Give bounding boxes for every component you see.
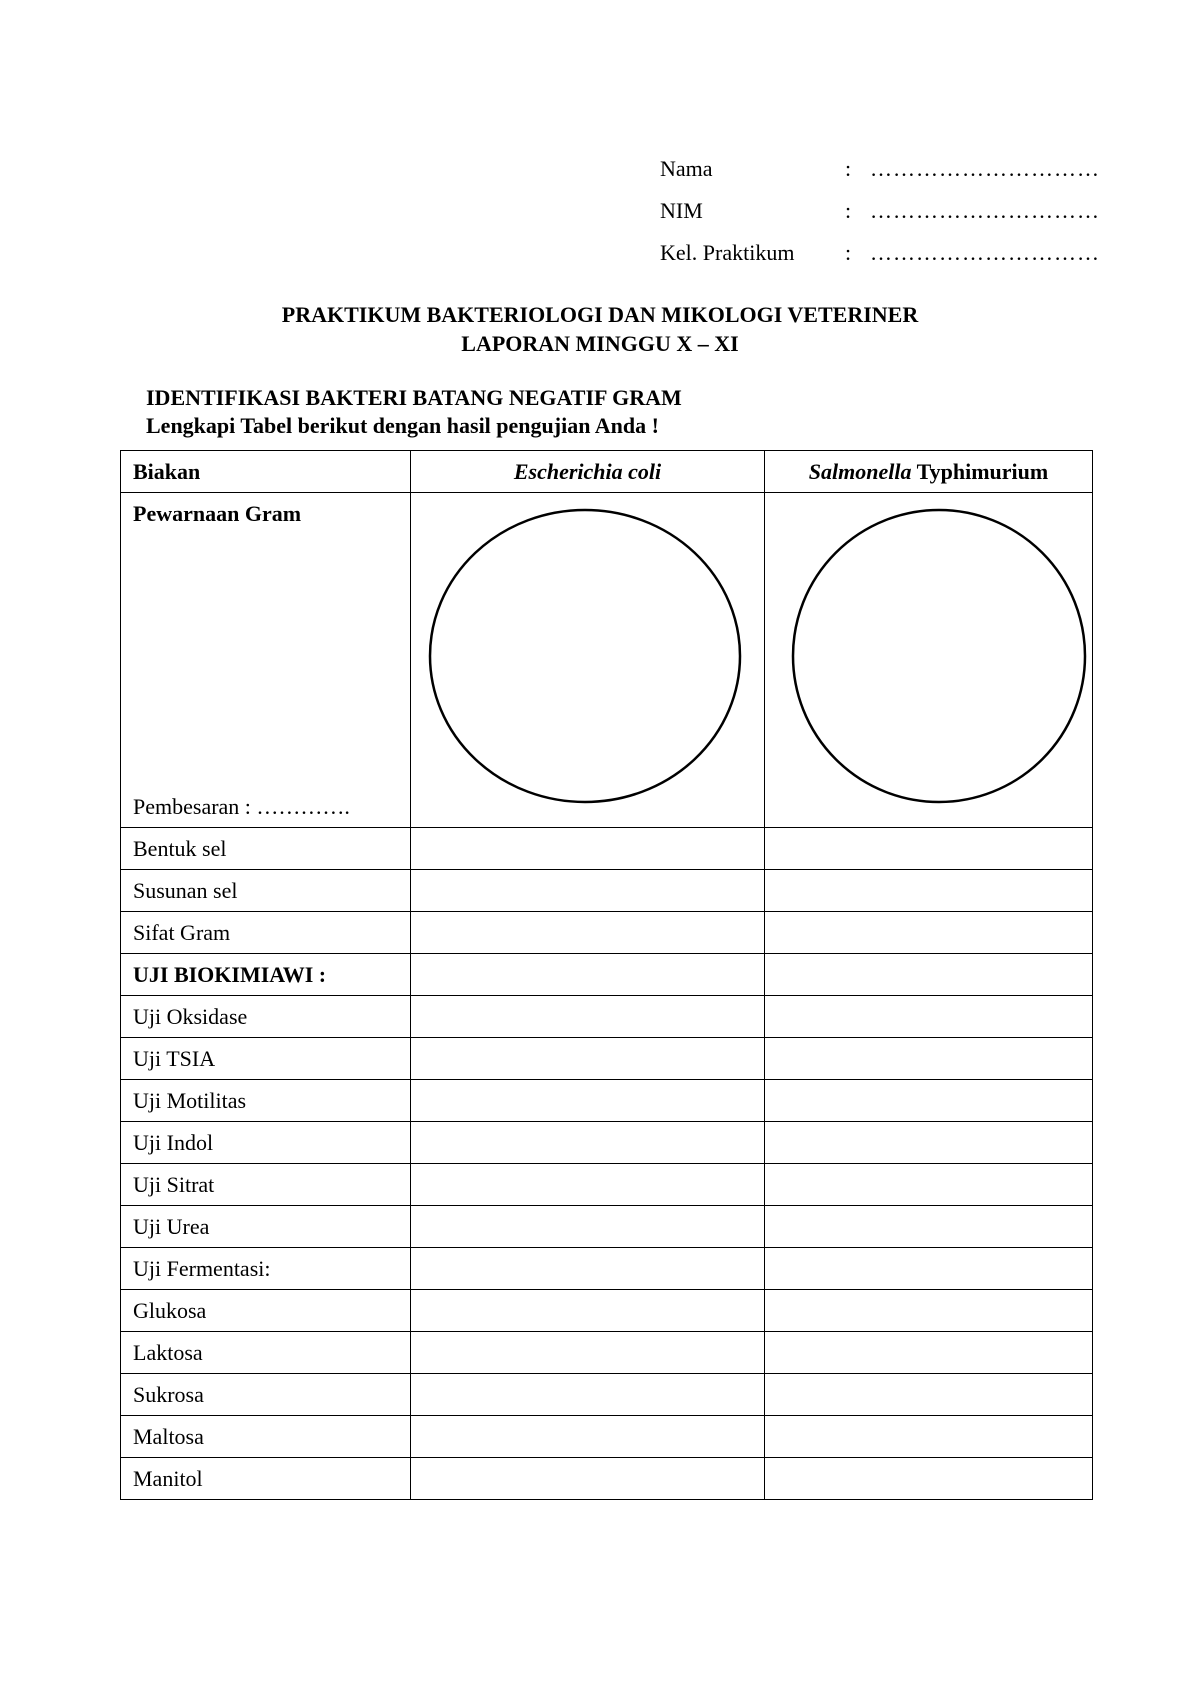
table-row <box>121 870 1093 912</box>
result-cell-a[interactable] <box>411 1416 765 1458</box>
result-cell-a[interactable] <box>411 1332 765 1374</box>
gram-label-cell <box>121 493 411 828</box>
result-cell-a[interactable] <box>411 996 765 1038</box>
species-b-genus: Salmonella <box>808 458 912 484</box>
table-row <box>121 1290 1093 1332</box>
gram-stain-title: Pewarnaan Gram <box>133 501 302 526</box>
result-cell-a[interactable] <box>411 1374 765 1416</box>
row-label: Sukrosa <box>121 1374 411 1416</box>
result-cell-a[interactable] <box>411 1248 765 1290</box>
row-label: Sifat Gram <box>121 912 411 954</box>
row-label: Laktosa <box>121 1332 411 1374</box>
row-label: Bentuk sel <box>121 828 411 870</box>
table-row <box>121 1332 1093 1374</box>
result-cell-a[interactable] <box>411 828 765 870</box>
row-label: Maltosa <box>121 1416 411 1458</box>
info-colon: : <box>845 198 852 223</box>
header-label-cell: Biakan <box>121 451 411 493</box>
result-cell-b[interactable] <box>765 1248 1093 1290</box>
drawing-circle-a[interactable] <box>411 493 765 826</box>
document-subtitle: LAPORAN MINGGU X – XI <box>461 331 739 356</box>
magnification-label: Pembesaran : …………. <box>133 794 350 819</box>
document-title: PRAKTIKUM BAKTERIOLOGI DAN MIKOLOGI VETERINER <box>281 302 919 327</box>
section-heading: IDENTIFIKASI BAKTERI BATANG NEGATIF GRAM <box>146 385 682 410</box>
info-colon: : <box>845 240 852 265</box>
row-label: Susunan sel <box>121 870 411 912</box>
info-row-name <box>660 148 1120 190</box>
result-cell-a[interactable] <box>411 1164 765 1206</box>
info-blank-field[interactable]: ………………………… <box>870 198 1100 223</box>
info-row-nim <box>660 190 1120 232</box>
drawing-circle-b[interactable] <box>765 493 1093 826</box>
table-row <box>121 1038 1093 1080</box>
student-info-block <box>660 148 1120 274</box>
species-b-serovar: Typhimurium <box>911 458 1049 484</box>
result-cell-b[interactable] <box>765 912 1093 954</box>
table-row <box>121 1206 1093 1248</box>
info-blank-field[interactable]: ………………………… <box>870 240 1100 265</box>
result-rows <box>121 828 1093 1500</box>
result-cell-a[interactable] <box>411 1080 765 1122</box>
result-cell-a[interactable] <box>411 870 765 912</box>
gram-drawing-cell-a[interactable] <box>411 493 765 828</box>
row-label: Uji Fermentasi: <box>121 1248 411 1290</box>
result-cell-b[interactable] <box>765 1332 1093 1374</box>
result-cell-b[interactable] <box>765 954 1093 996</box>
header-species-a: Escherichia coli <box>411 451 765 493</box>
table-row <box>121 996 1093 1038</box>
result-cell-b[interactable] <box>765 828 1093 870</box>
result-cell-b[interactable] <box>765 1038 1093 1080</box>
result-cell-a[interactable] <box>411 954 765 996</box>
result-cell-a[interactable] <box>411 1038 765 1080</box>
result-cell-a[interactable] <box>411 1458 765 1500</box>
table-row <box>121 1374 1093 1416</box>
table-row <box>121 912 1093 954</box>
info-label: Kel. Praktikum <box>660 240 795 265</box>
table-row <box>121 1122 1093 1164</box>
row-label: Manitol <box>121 1458 411 1500</box>
info-label: NIM <box>660 198 703 223</box>
info-label: Nama <box>660 156 713 181</box>
gram-stain-row <box>121 493 1093 828</box>
result-cell-a[interactable] <box>411 1122 765 1164</box>
info-blank-field[interactable]: ………………………… <box>870 156 1100 181</box>
result-cell-b[interactable] <box>765 1122 1093 1164</box>
table-row <box>121 828 1093 870</box>
table-row <box>121 954 1093 996</box>
row-label: Uji Urea <box>121 1206 411 1248</box>
info-row-group <box>660 232 1120 274</box>
result-cell-b[interactable] <box>765 1374 1093 1416</box>
row-label: Glukosa <box>121 1290 411 1332</box>
header-species-b <box>765 451 1093 493</box>
result-cell-a[interactable] <box>411 912 765 954</box>
row-label: Uji Sitrat <box>121 1164 411 1206</box>
result-cell-b[interactable] <box>765 1290 1093 1332</box>
result-cell-b[interactable] <box>765 1164 1093 1206</box>
result-cell-b[interactable] <box>765 1416 1093 1458</box>
row-label: Uji Motilitas <box>121 1080 411 1122</box>
result-cell-a[interactable] <box>411 1290 765 1332</box>
table-header-row <box>121 451 1093 493</box>
report-table <box>120 450 1093 1500</box>
table-row <box>121 1164 1093 1206</box>
table-row <box>121 1248 1093 1290</box>
result-cell-b[interactable] <box>765 870 1093 912</box>
row-label: Uji Oksidase <box>121 996 411 1038</box>
result-cell-b[interactable] <box>765 1206 1093 1248</box>
row-label: UJI BIOKIMIAWI : <box>121 954 411 996</box>
table-row <box>121 1458 1093 1500</box>
gram-drawing-cell-b[interactable] <box>765 493 1093 828</box>
table-row <box>121 1416 1093 1458</box>
result-cell-b[interactable] <box>765 996 1093 1038</box>
row-label: Uji TSIA <box>121 1038 411 1080</box>
table-row <box>121 1080 1093 1122</box>
section-instruction: Lengkapi Tabel berikut dengan hasil pengujian Anda ! <box>146 413 659 438</box>
info-colon: : <box>845 156 852 181</box>
result-cell-b[interactable] <box>765 1458 1093 1500</box>
result-cell-b[interactable] <box>765 1080 1093 1122</box>
result-cell-a[interactable] <box>411 1206 765 1248</box>
row-label: Uji Indol <box>121 1122 411 1164</box>
